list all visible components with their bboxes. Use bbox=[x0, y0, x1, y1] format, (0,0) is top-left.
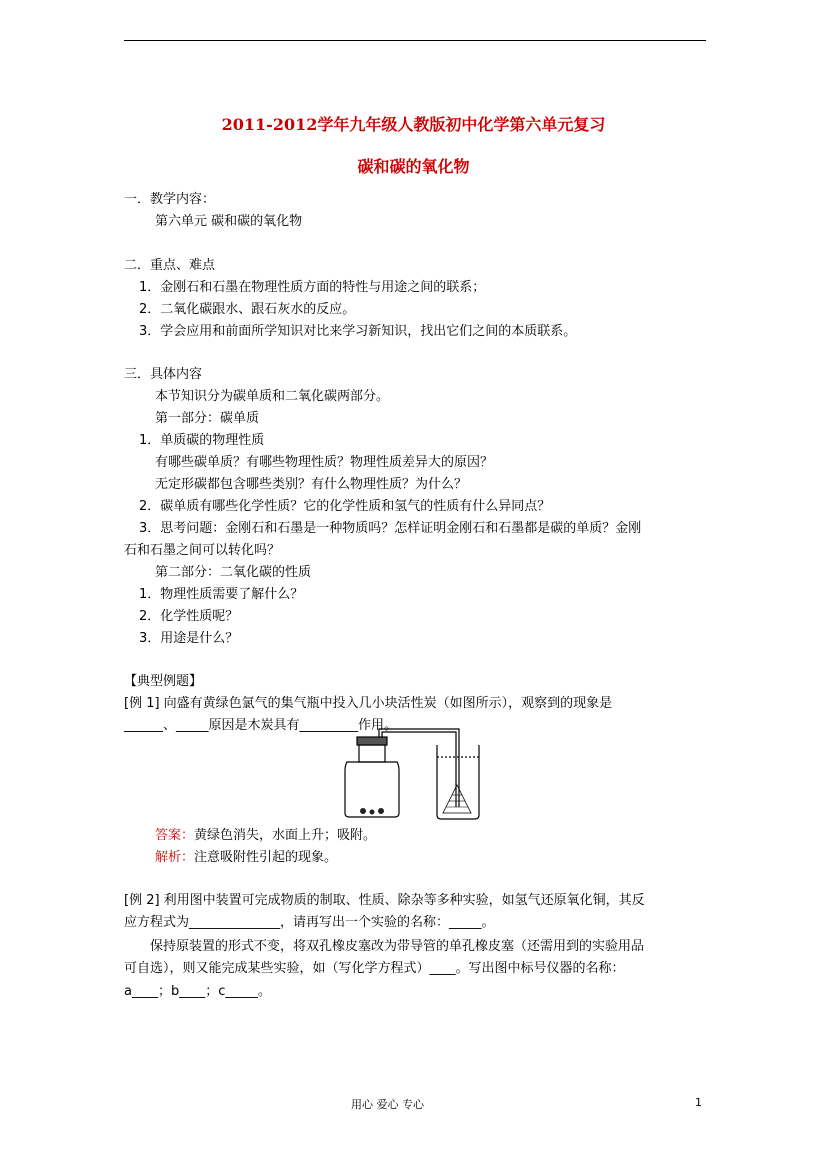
part1-item-continued: 石和石墨之间可以转化吗？ bbox=[124, 543, 281, 558]
section3-intro: 本节知识分为碳单质和二氧化碳两部分。 bbox=[155, 389, 390, 404]
part1-question: 无定形碳都包含哪些类别？有什么物理性质？为什么？ bbox=[155, 477, 468, 492]
example2-text: 应方程式为______________，请再写出一个实验的名称：_____。 bbox=[124, 915, 495, 930]
part1-heading: 第一部分：碳单质 bbox=[155, 411, 260, 426]
analysis-text: 注意吸附性引起的现象。 bbox=[194, 850, 338, 865]
part2-item: 3．用途是什么？ bbox=[139, 631, 239, 646]
example2-text: [例 2] 利用图中装置可完成物质的制取、性质、除杂等多种实验，如氢气还原氧化铜，其反 bbox=[124, 893, 645, 908]
example1-answer bbox=[155, 828, 376, 844]
example1-text: ______、_____原因是木炭具有_________作用。 bbox=[124, 718, 398, 733]
section2-item: 3．学会应用和前面所学知识对比来学习新知识，找出它们之间的本质联系。 bbox=[139, 324, 577, 339]
section2-item: 1．金刚石和石墨在物理性质方面的特性与用途之间的联系； bbox=[139, 280, 486, 295]
example1-text: [例 1] 向盛有黄绿色氯气的集气瓶中投入几小块活性炭（如图所示），观察到的现象是 bbox=[124, 696, 613, 711]
document-subtitle: 碳和碳的氧化物 bbox=[357, 157, 470, 176]
examples-heading: 【典型例题】 bbox=[124, 674, 203, 689]
answer-label: 答案： bbox=[155, 828, 195, 843]
section1-heading: 一．教学内容： bbox=[124, 192, 216, 207]
section3-heading: 三．具体内容 bbox=[124, 367, 203, 382]
apparatus-figure bbox=[333, 727, 483, 822]
section2-heading: 二．重点、难点 bbox=[124, 258, 216, 273]
header-rule bbox=[124, 40, 706, 41]
part2-item: 1．物理性质需要了解什么？ bbox=[139, 587, 304, 602]
part1-item: 1．单质碳的物理性质 bbox=[139, 433, 265, 448]
part1-question: 有哪些碳单质？有哪些物理性质？物理性质差异大的原因？ bbox=[155, 455, 494, 470]
part2-item: 2．化学性质呢？ bbox=[139, 609, 239, 624]
example2-text: 保持原装置的形式不变，将双孔橡皮塞改为带导管的单孔橡皮塞（还需用到的实验用品 bbox=[150, 939, 645, 954]
footer-motto: 用心 爱心 专心 bbox=[351, 1098, 424, 1111]
analysis-label: 解析： bbox=[155, 850, 195, 865]
page-number: 1 bbox=[695, 1096, 702, 1109]
section1-content: 第六单元 碳和碳的氧化物 bbox=[155, 214, 303, 229]
part1-item: 2．碳单质有哪些化学性质？它的化学性质和氢气的性质有什么异同点？ bbox=[139, 499, 551, 514]
part2-heading: 第二部分：二氧化碳的性质 bbox=[155, 565, 312, 580]
example1-analysis bbox=[155, 850, 337, 866]
example2-text: 可自选），则又能完成某些实验，如（写化学方程式）____。写出图中标号仪器的名称： bbox=[124, 961, 625, 976]
part1-item: 3．思考问题：金刚石和石墨是一种物质吗？怎样证明金刚石和石墨都是碳的单质？金刚 bbox=[139, 521, 642, 536]
section2-item: 2．二氧化碳跟水、跟石灰水的反应。 bbox=[139, 302, 356, 317]
example2-text: a____；b____；c_____。 bbox=[124, 984, 271, 999]
answer-text: 黄绿色消失，水面上升；吸附。 bbox=[194, 828, 377, 843]
document-title: 2011-2012学年九年级人教版初中化学第六单元复习 bbox=[221, 115, 606, 134]
